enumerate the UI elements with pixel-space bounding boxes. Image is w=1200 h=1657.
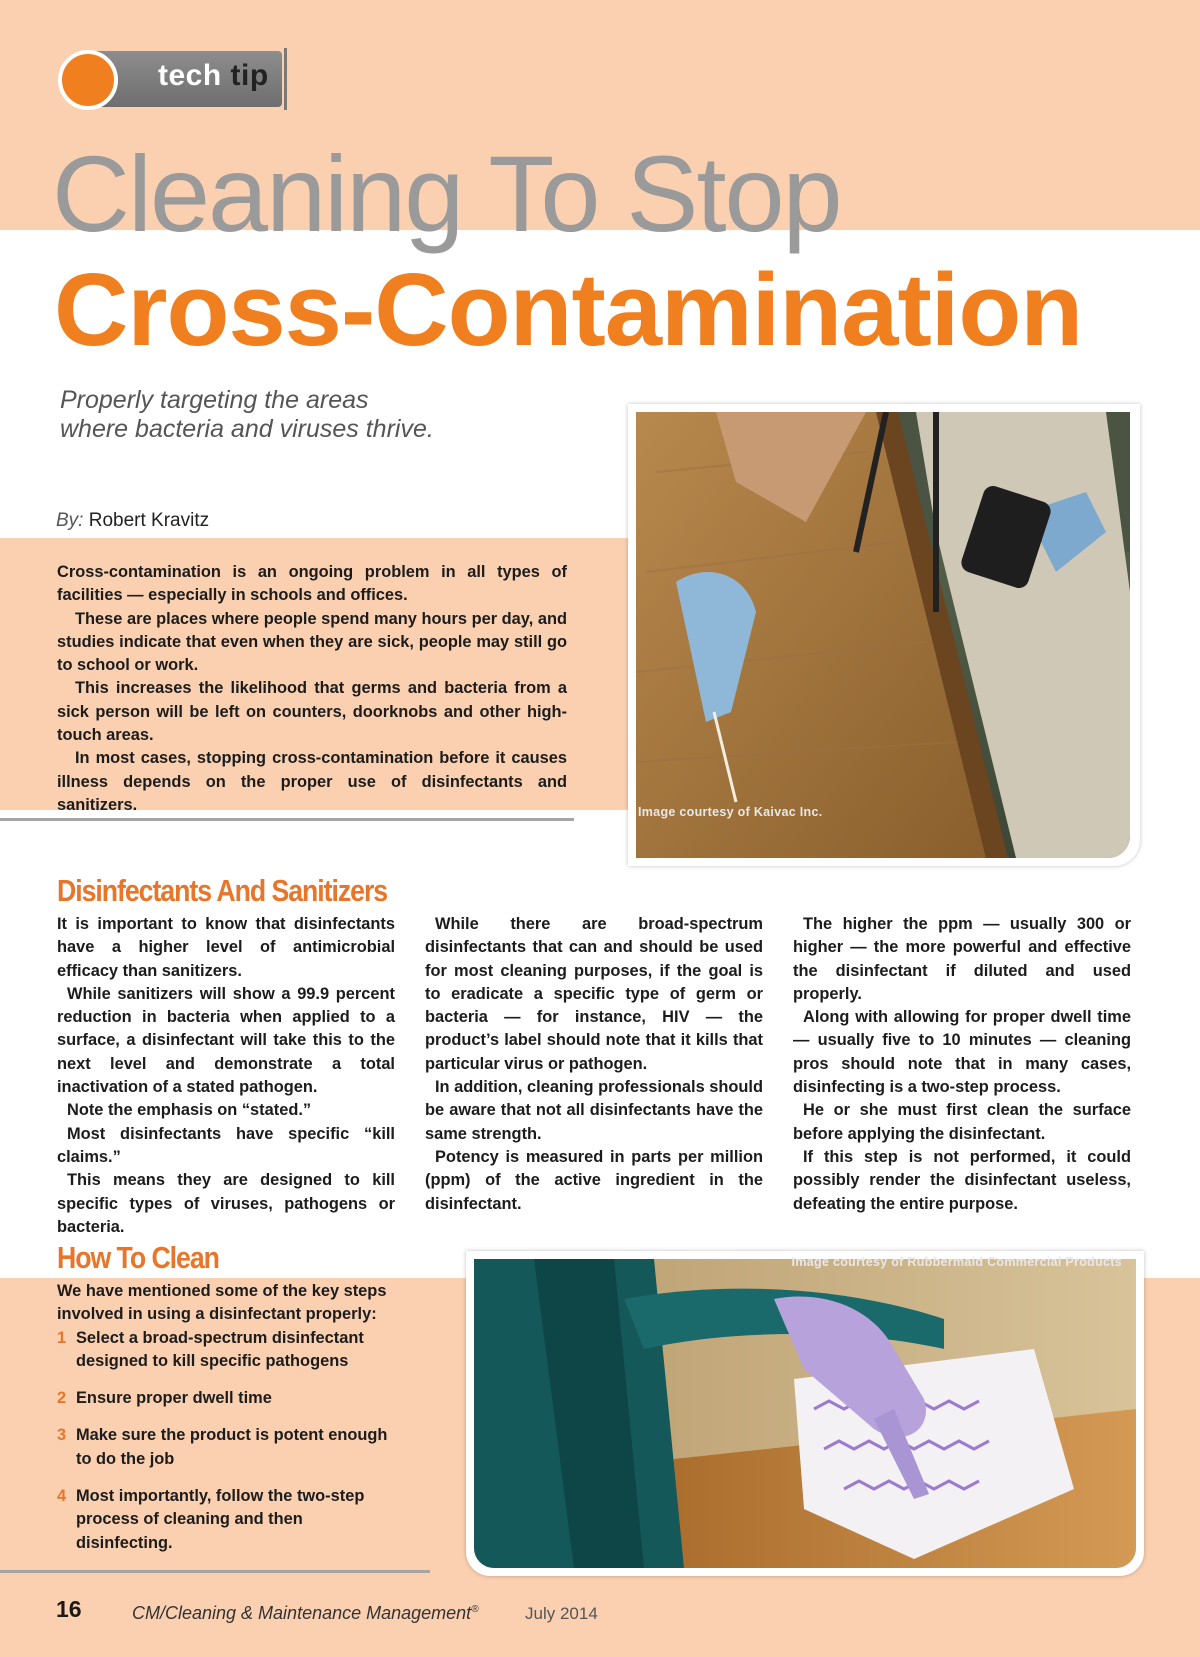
subtitle-line-2: where bacteria and viruses thrive. [60,415,434,443]
intro-text [57,561,567,817]
column-paragraph: Potency is measured in parts per million (ppm) of the active ingredient in the disinfectant. [425,1147,763,1213]
step-text: Ensure proper dwell time [76,1389,272,1408]
byline-author: Robert Kravitz [88,510,210,531]
publication-name [132,1603,479,1624]
photo-wiping-image [474,1259,1136,1568]
column-paragraph: Note the emphasis on “stated.” [67,1101,312,1120]
intro-paragraph: Cross-contamination is an ongoing problem in all types of facilities — especially in schools and offices. [57,563,567,605]
intro-paragraph: These are places where people spend many hours per day, and studies indicate that even when they are sick, people may still go to school or work. [57,609,567,675]
list-item [57,1387,397,1410]
tag-word-tech: tech [158,59,222,92]
title-line-2: Cross-Contamination [54,252,1083,367]
page-number: 16 [56,1596,82,1622]
footer-rule [0,1570,430,1573]
title-line-1: Cleaning To Stop [52,133,841,254]
column-1 [57,913,395,1239]
tag-word-tip: tip [230,59,269,92]
issue-date: July 2014 [525,1604,598,1623]
column-2 [425,913,763,1216]
subtitle-line-1: Properly targeting the areas [60,386,369,414]
list-item [57,1485,397,1555]
step-number: 4 [57,1487,67,1506]
photo-swab-image [636,412,1130,858]
step-number: 1 [57,1328,67,1347]
orange-dot-icon [58,50,118,110]
step-number: 2 [57,1389,67,1408]
intro-paragraph: In most cases, stopping cross-contamination before it causes illness depends on the proper use of disinfectants and sanitizers. [57,749,567,814]
step-text: Most importantly, follow the two-step process of cleaning and then disinfecting. [76,1487,365,1552]
publication-title: CM/Cleaning & Maintenance Management [132,1603,472,1623]
column-paragraph: While there are broad-spectrum disinfectants that can and should be used for most cleaning purposes, if the goal is to eradicate a specific type of germ or bacteria — for instance, HIV — the product’s label should note that it kills that particular virus or pathogen. [425,915,763,1073]
step-text: Select a broad-spectrum disinfectant designed to kill specific pathogens [76,1328,364,1370]
photo-wiping [466,1251,1144,1576]
column-paragraph: Most disinfectants have specific “kill claims.” [57,1124,395,1166]
section-heading-how-to-clean: How To Clean [57,1240,219,1275]
column-paragraph: If this step is not performed, it could possibly render the disinfectant useless, defeating the entire purpose. [793,1147,1131,1213]
column-paragraph: Along with allowing for proper dwell time — usually five to 10 minutes — cleaning pros should note that in many cases, disinfecting is a two-step process. [793,1008,1131,1097]
subtitle [60,386,540,444]
wiping-illustration [474,1259,1136,1568]
column-paragraph: In addition, cleaning professionals should be aware that not all disinfectants have the same strength. [425,1078,763,1143]
column-paragraph: While sanitizers will show a 99.9 percent reduction in bacteria when applied to a surface, a disinfectant will take this to the next level and demonstrate a total inactivation of a stated pathogen. [57,984,395,1097]
section-heading-disinfectants: Disinfectants And Sanitizers [57,873,388,908]
column-3 [793,913,1131,1216]
tag-label [158,59,269,93]
divider [0,818,574,821]
step-text: Make sure the product is potent enough to do the job [76,1426,388,1468]
photo2-credit: Image courtesy of Rubbermaid Commercial Products [791,1255,1122,1269]
steps-lead: We have mentioned some of the key steps involved in using a disinfectant properly: [57,1282,387,1324]
byline-prefix: By: [56,510,84,531]
list-item [57,1327,397,1374]
column-paragraph: This means they are designed to kill specific types of viruses, pathogens or bacteria. [57,1171,395,1236]
intro-paragraph: This increases the likelihood that germs and bacteria from a sick person will be left on counters, doorknobs and other high-touch areas. [57,679,567,745]
list-item [57,1424,397,1471]
photo1-credit: Image courtesy of Kaivac Inc. [638,805,823,819]
step-number: 3 [57,1426,67,1445]
column-paragraph: He or she must first clean the surface before applying the disinfectant. [793,1101,1131,1143]
tech-tip-tag [58,48,286,110]
column-paragraph: It is important to know that disinfectants have a higher level of antimicrobial efficacy than sanitizers. [57,915,395,980]
column-paragraph: The higher the ppm — usually 300 or higher — the more powerful and effective the disinfectant if diluted and used properly. [793,915,1131,1003]
registered-mark: ® [471,1604,479,1615]
byline [56,510,209,532]
steps-list [57,1280,397,1569]
swab-illustration [636,412,1130,858]
photo-swab-test [628,404,1140,866]
tag-edge [284,48,287,110]
